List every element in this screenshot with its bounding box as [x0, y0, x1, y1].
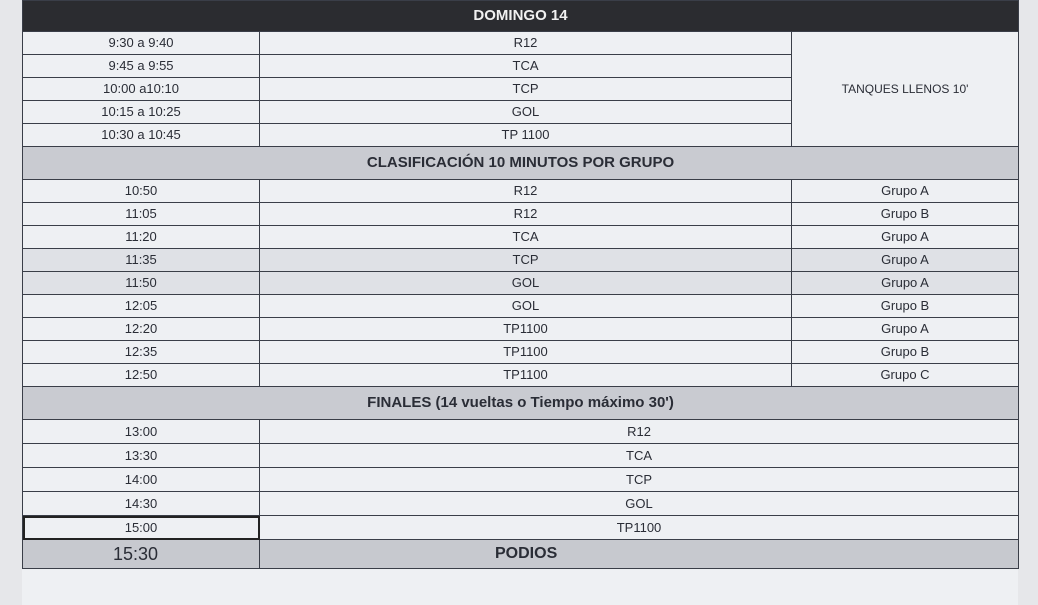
class-cell: R12 [260, 32, 792, 55]
time-cell: 12:35 [23, 341, 260, 364]
finals-row [23, 492, 1019, 516]
class-cell: TCA [260, 226, 792, 249]
group-cell: Grupo A [792, 226, 1019, 249]
classification-row [23, 364, 1019, 387]
class-cell: R12 [260, 420, 1019, 444]
finals-header: FINALES (14 vueltas o Tiempo máximo 30') [23, 387, 1019, 420]
time-cell: 9:30 a 9:40 [23, 32, 260, 55]
podios-time: 15:30 [23, 540, 260, 569]
classification-row [23, 318, 1019, 341]
class-cell: TP1100 [260, 341, 792, 364]
classification-row [23, 249, 1019, 272]
group-cell: Grupo B [792, 203, 1019, 226]
classification-row [23, 180, 1019, 203]
time-cell: 15:00 [23, 516, 260, 540]
finals-row [23, 468, 1019, 492]
group-cell: Grupo A [792, 272, 1019, 295]
classification-row [23, 341, 1019, 364]
day-header-row [23, 1, 1019, 32]
classification-row [23, 272, 1019, 295]
class-cell: TCA [260, 55, 792, 78]
time-cell: 10:30 a 10:45 [23, 124, 260, 147]
tanques-note: TANQUES LLENOS 10' [792, 32, 1019, 147]
time-cell: 14:30 [23, 492, 260, 516]
class-cell: TCA [260, 444, 1019, 468]
time-cell: 11:20 [23, 226, 260, 249]
class-cell: TCP [260, 249, 792, 272]
finals-row [23, 420, 1019, 444]
class-cell: TP1100 [260, 516, 1019, 540]
podios-row [23, 540, 1019, 569]
class-cell: GOL [260, 492, 1019, 516]
class-cell: GOL [260, 101, 792, 124]
class-cell: R12 [260, 203, 792, 226]
time-cell: 11:35 [23, 249, 260, 272]
day-header: DOMINGO 14 [23, 1, 1019, 32]
class-cell: R12 [260, 180, 792, 203]
time-cell: 12:05 [23, 295, 260, 318]
time-cell: 13:30 [23, 444, 260, 468]
classification-row [23, 203, 1019, 226]
finals-row [23, 516, 1019, 540]
time-cell: 14:00 [23, 468, 260, 492]
class-cell: TCP [260, 78, 792, 101]
schedule-table [22, 0, 1019, 569]
group-cell: Grupo A [792, 249, 1019, 272]
group-cell: Grupo A [792, 180, 1019, 203]
group-cell: Grupo B [792, 295, 1019, 318]
group-cell: Grupo A [792, 318, 1019, 341]
time-cell: 12:50 [23, 364, 260, 387]
time-cell: 10:15 a 10:25 [23, 101, 260, 124]
class-cell: GOL [260, 295, 792, 318]
group-cell: Grupo B [792, 341, 1019, 364]
class-cell: TP 1100 [260, 124, 792, 147]
finals-row [23, 444, 1019, 468]
schedule-sheet [22, 0, 1018, 605]
time-cell: 11:50 [23, 272, 260, 295]
class-cell: TP1100 [260, 318, 792, 341]
time-cell: 11:05 [23, 203, 260, 226]
podios-label: PODIOS [260, 540, 1019, 569]
time-cell: 9:45 a 9:55 [23, 55, 260, 78]
class-cell: TCP [260, 468, 1019, 492]
warmup-row [23, 32, 1019, 55]
time-cell: 12:20 [23, 318, 260, 341]
finals-header-row [23, 387, 1019, 420]
class-cell: GOL [260, 272, 792, 295]
classification-header-row [23, 147, 1019, 180]
time-cell: 13:00 [23, 420, 260, 444]
classification-row [23, 295, 1019, 318]
time-cell: 10:00 a10:10 [23, 78, 260, 101]
classification-row [23, 226, 1019, 249]
group-cell: Grupo C [792, 364, 1019, 387]
time-cell: 10:50 [23, 180, 260, 203]
class-cell: TP1100 [260, 364, 792, 387]
classification-header: CLASIFICACIÓN 10 MINUTOS POR GRUPO [23, 147, 1019, 180]
